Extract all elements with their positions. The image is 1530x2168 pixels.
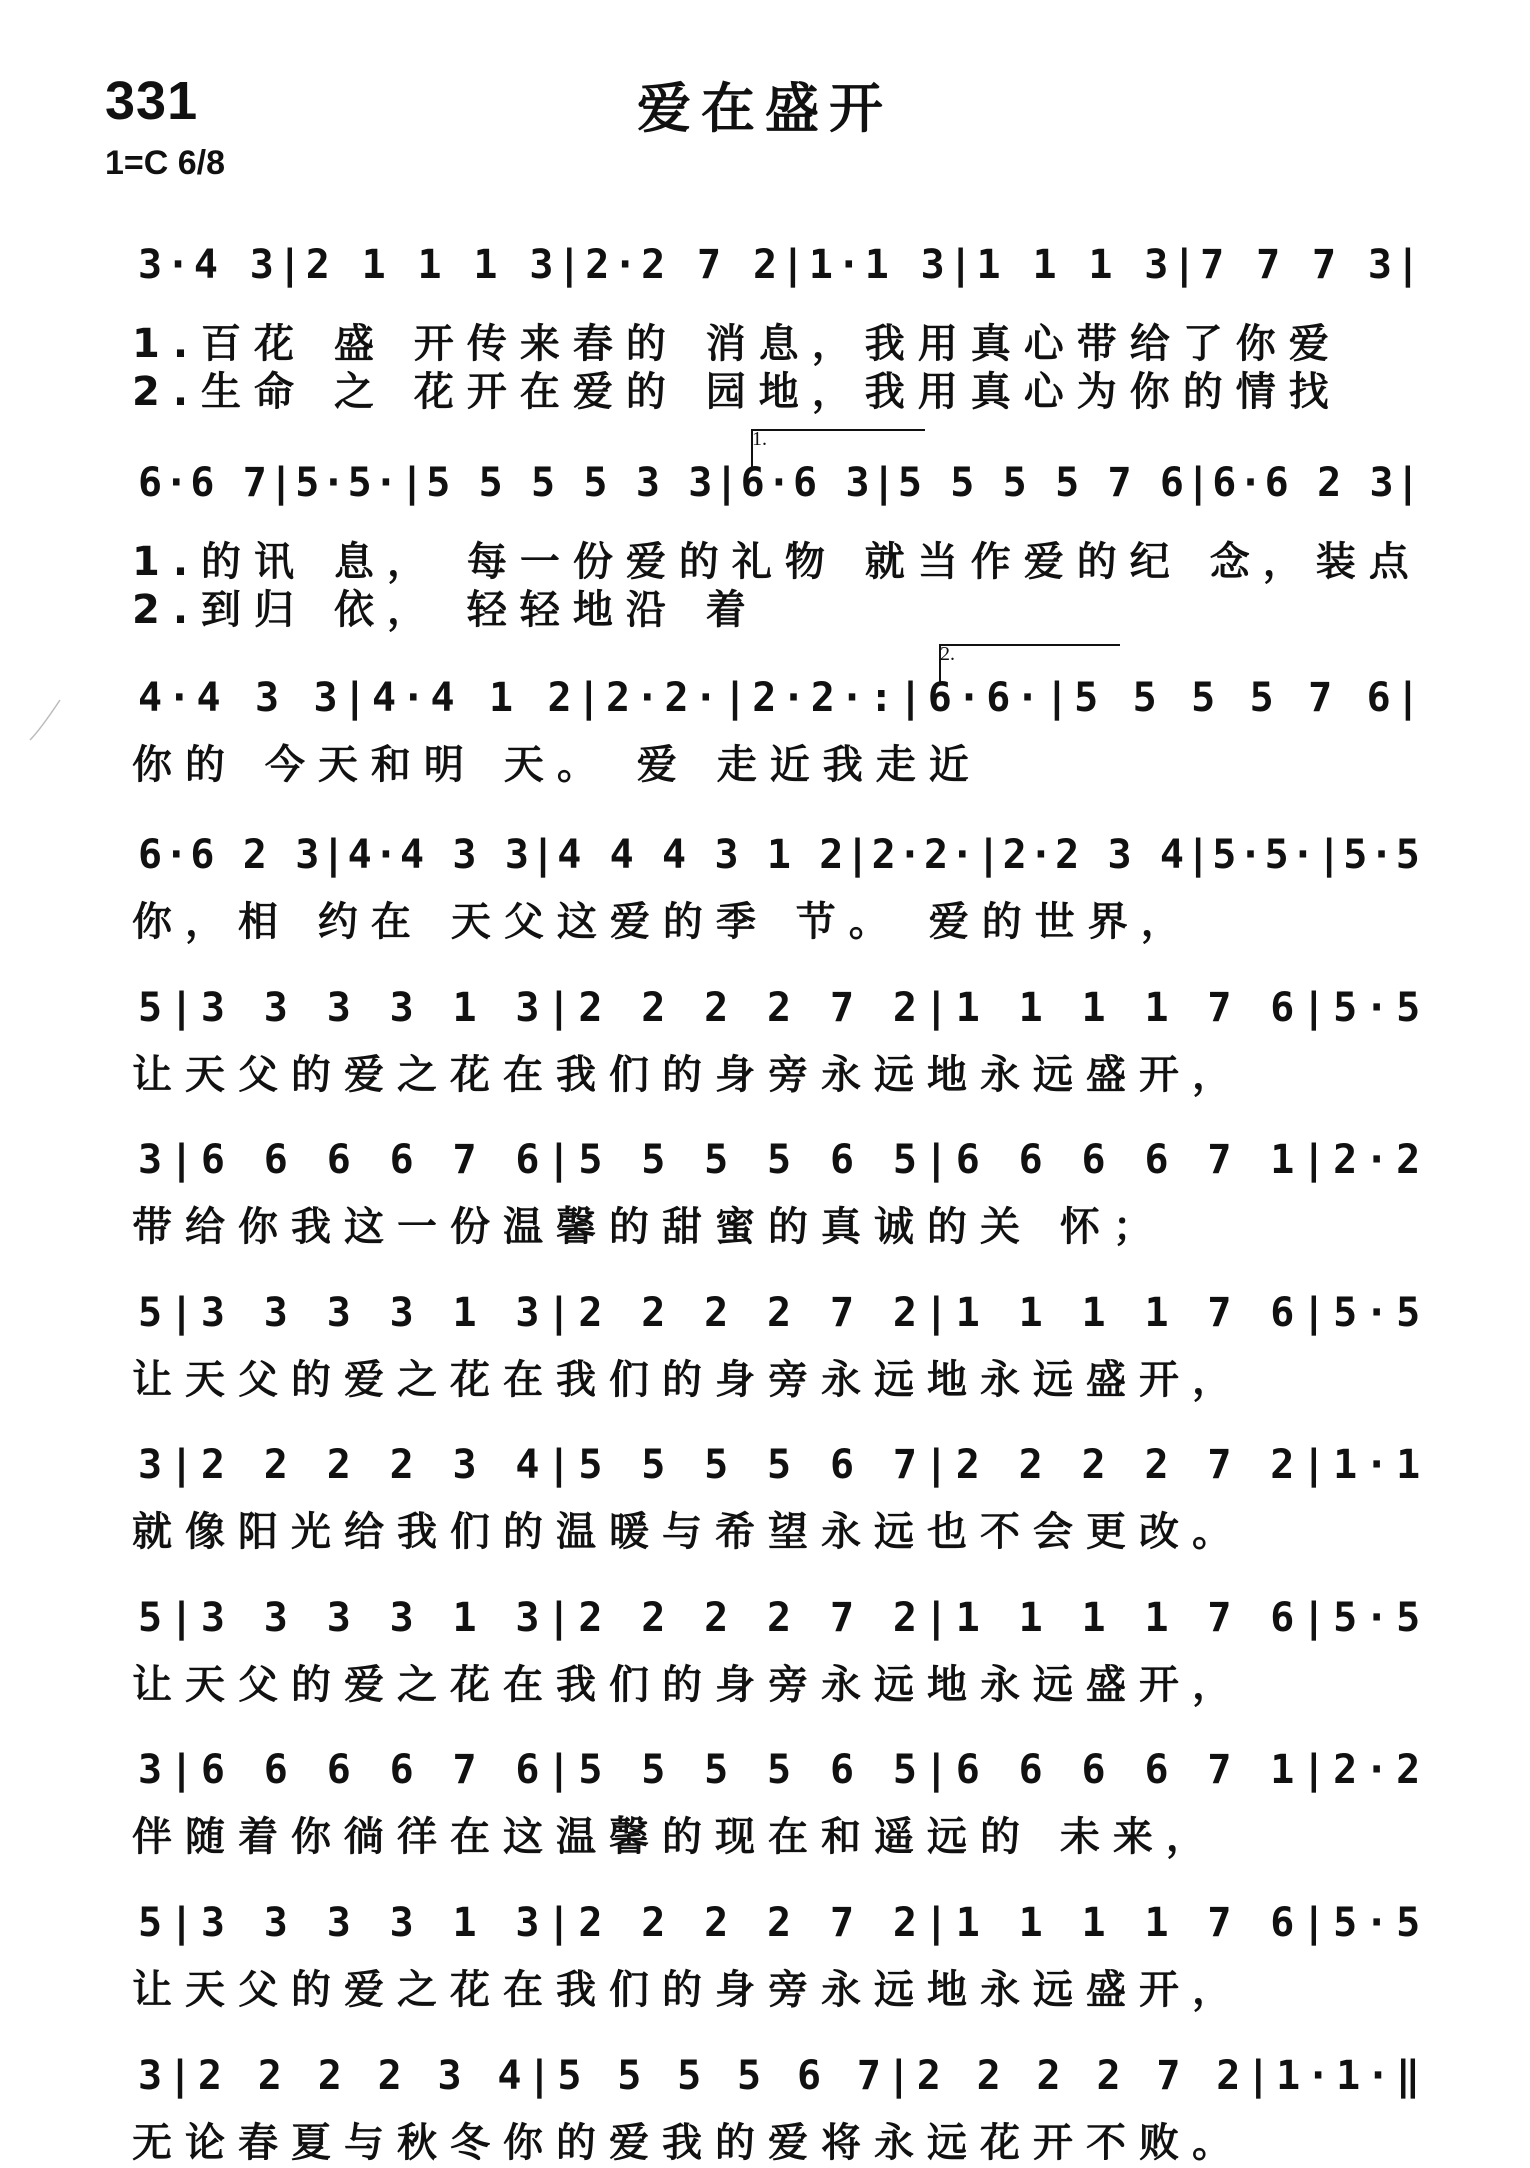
lyric-verse-1: 1.的讯 息， 每一份爱的礼物 就当作爱的纪 念，装点 [132, 539, 1422, 585]
lyric-line: 让天父的爱之花在我们的身旁永远地永远盛开， [132, 1052, 1245, 1098]
lyric-line: 让天父的爱之花在我们的身旁永远地永远盛开， [132, 1662, 1245, 1708]
lyric-verse-2: 2.生命 之 花开在爱的 园地，我用真心为你的情找 [132, 369, 1342, 415]
lyric-verse-1: 1.百花 盛 开传来春的 消息，我用真心带给了你爱 [132, 321, 1342, 367]
notation-line: 5|3 3 3 3 1 3|2 2 2 2 7 2|1 1 1 1 7 6|5·5 [138, 1595, 1428, 1641]
key-signature: 1=C 6/8 [105, 144, 226, 182]
volta-2-label: 2. [940, 643, 955, 665]
notation-line: 3|6 6 6 6 7 6|5 5 5 5 6 5|6 6 6 6 7 1|2·2 [138, 1137, 1428, 1183]
notation-line: 5|3 3 3 3 1 3|2 2 2 2 7 2|1 1 1 1 7 6|5·5 [138, 1900, 1428, 1946]
lyric-line: 就像阳光给我们的温暖与希望永远也不会更改。 [132, 1509, 1245, 1555]
lyric-line: 让天父的爱之花在我们的身旁永远地永远盛开， [132, 1357, 1245, 1403]
lyric-line: 无论春夏与秋冬你的爱我的爱将永远花开不败。 [132, 2120, 1245, 2166]
lyric-line: 你，相 约在 天父这爱的季 节。 爱的世界， [132, 899, 1194, 945]
notation-line: 3|2 2 2 2 3 4|5 5 5 5 6 7|2 2 2 2 7 2|1·1 [138, 1442, 1428, 1488]
lyric-verse-2: 2.到归 依， 轻轻地沿 着 [132, 587, 759, 633]
notation-line: 6·6 2 3|4·4 3 3|4 4 4 3 1 2|2·2·|2·2 3 4|5·5·|5·5 [138, 832, 1422, 878]
lyric-line: 让天父的爱之花在我们的身旁永远地永远盛开， [132, 1967, 1245, 2013]
notation-line: 3|6 6 6 6 7 6|5 5 5 5 6 5|6 6 6 6 7 1|2·2 [138, 1747, 1428, 1793]
hymn-number: 331 [105, 71, 199, 131]
notation-line: 6·6 7|5·5·|5 5 5 5 3 3|6·6 3|5 5 5 5 7 6|6·6 2 3| [138, 460, 1422, 506]
lyric-line: 伴随着你徜徉在这温馨的现在和遥远的 未来， [132, 1814, 1219, 1860]
lyric-line: 你的 今天和明 天。 爱 走近我走近 [132, 742, 982, 788]
notation-line: 3·4 3|2 1 1 1 3|2·2 7 2|1·1 3|1 1 1 3|7 7 7 3| [138, 242, 1424, 288]
notation-line: 4·4 3 3|4·4 1 2|2·2·|2·2·:|6·6·|5 5 5 5 7 6| [138, 675, 1426, 721]
notation-line: 5|3 3 3 3 1 3|2 2 2 2 7 2|1 1 1 1 7 6|5·5 [138, 985, 1428, 1031]
notation-line: 3|2 2 2 2 3 4|5 5 5 5 6 7|2 2 2 2 7 2|1·1·‖ [138, 2053, 1426, 2099]
volta-1-label: 1. [752, 428, 767, 450]
notation-line: 5|3 3 3 3 1 3|2 2 2 2 7 2|1 1 1 1 7 6|5·5 [138, 1290, 1428, 1336]
lyric-line: 带给你我这一份温馨的甜蜜的真诚的关 怀； [132, 1204, 1166, 1250]
page-title: 爱在盛开 [637, 77, 893, 140]
